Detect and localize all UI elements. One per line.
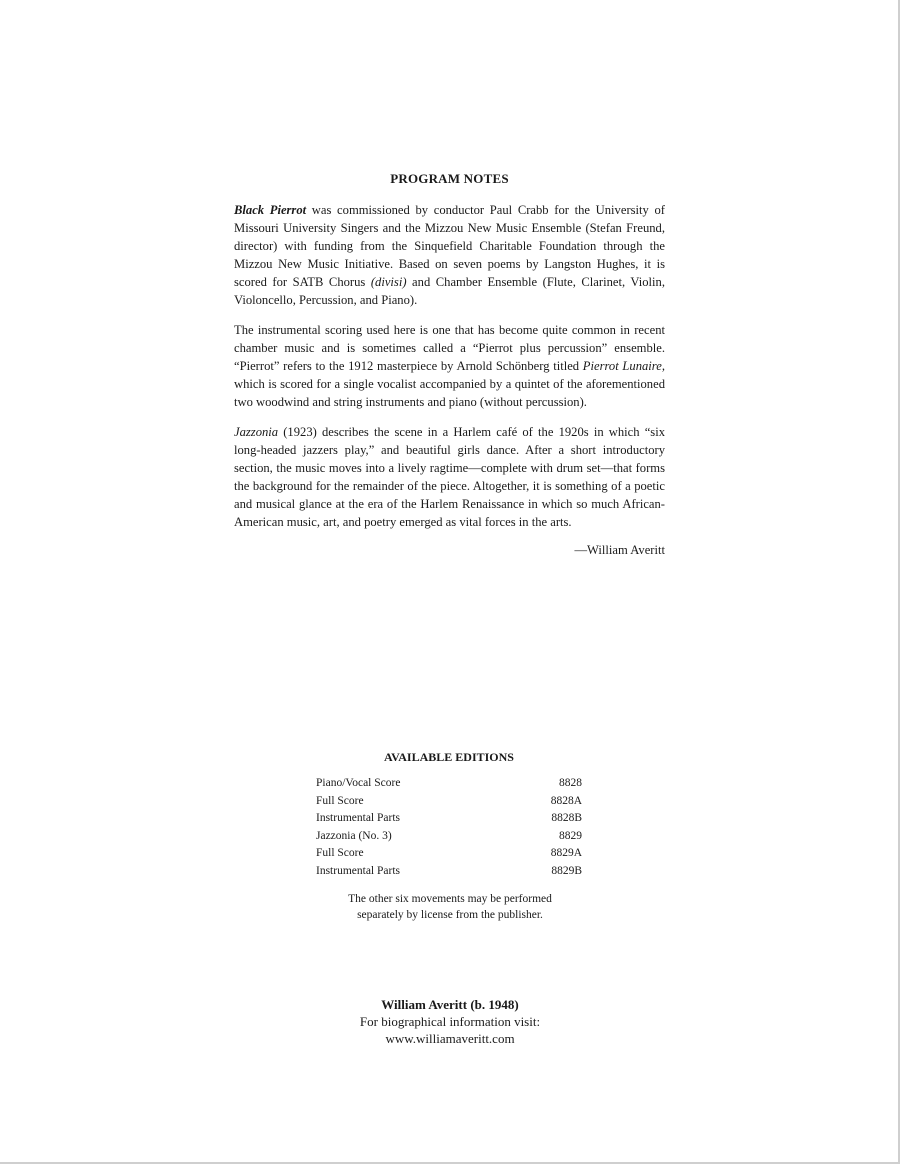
composer-name: William Averitt (b. 1948) [381, 997, 519, 1012]
edition-row [316, 845, 582, 863]
paragraph-1-text-b: and Chamber Ensemble (Flute, Clarinet, Violin, Violoncello, Percussion, and Piano). [234, 275, 665, 307]
paragraph-2-text-b: which is scored for a single vocalist accompanied by a quintet of the aforementioned two woodwind and string instruments and piano (without percussion). [234, 377, 665, 409]
editions-note-line-2: separately by license from the publisher. [357, 909, 543, 921]
program-notes [234, 171, 665, 558]
composer-website: www.williamaveritt.com [385, 1031, 515, 1046]
paragraph-1 [234, 201, 665, 309]
work-title: Black Pierrot [234, 203, 307, 217]
bio-info-line: For biographical information visit: [359, 1014, 541, 1029]
jazzonia-title: Jazzonia [234, 425, 279, 439]
edition-code: 8828 [559, 777, 582, 789]
paragraph-3 [234, 423, 665, 531]
divisi-text: (divisi) [370, 275, 407, 289]
edition-code: 8829B [551, 864, 582, 877]
editions-title: AVAILABLE EDITIONS [384, 750, 514, 764]
edition-name: Jazzonia (No. 3) [316, 829, 392, 842]
edition-row [316, 828, 582, 846]
edition-name: Instrumental Parts [316, 864, 400, 877]
signature: —William Averitt [574, 543, 665, 557]
paragraph-2-text-a: The instrumental scoring used here is one that has become quite common in recent chamber music and is sometimes called a “Pierrot plus percussion” ensemble. “Pierrot” refers to the 1912 masterpiece by Arnold Schönberg titled [234, 323, 665, 373]
edition-row [316, 863, 582, 881]
editions-note-line-1: The other six movements may be performed [348, 893, 552, 905]
edition-code: 8829A [550, 847, 582, 859]
composer-bio [300, 996, 600, 1047]
edition-code: 8828A [550, 794, 582, 807]
available-editions [316, 750, 582, 880]
edition-name: Piano/Vocal Score [316, 777, 401, 789]
edition-code: 8829 [559, 829, 582, 842]
edition-row [316, 775, 582, 793]
edition-name: Instrumental Parts [316, 812, 400, 824]
edition-code: 8828B [551, 812, 582, 824]
paragraph-2 [234, 321, 665, 411]
program-notes-title: PROGRAM NOTES [390, 171, 509, 186]
edition-row [316, 793, 582, 811]
pierrot-lunaire-title: Pierrot Lunaire, [582, 359, 665, 373]
edition-row [316, 810, 582, 828]
paragraph-1-text-a: was commissioned by conductor Paul Crabb for the University of Missouri University Singers and the Mizzou New Music Ensemble (Stefan Freund, director) with funding from the Sinquefield Charitable Foundation through the Mizzou New Music Initiative. Based on seven poems by Langston Hughes, it is scored for SATB Chorus [234, 203, 665, 289]
edition-name: Full Score [316, 794, 364, 807]
editions-note [300, 891, 600, 923]
paragraph-3-text: (1923) describes the scene in a Harlem café of the 1920s in which “six long-headed jazzers play,” and beautiful girls dance. After a short introductory section, the music moves into a lively ragtime—complete with drum set—that forms the background for the remainder of the piece. Altogether, it is something of a poetic and musical glance at the era of the Harlem Renaissance in which so much African-American music, art, and poetry emerged as vital forces in the arts. [234, 425, 665, 529]
edition-name: Full Score [316, 847, 364, 859]
